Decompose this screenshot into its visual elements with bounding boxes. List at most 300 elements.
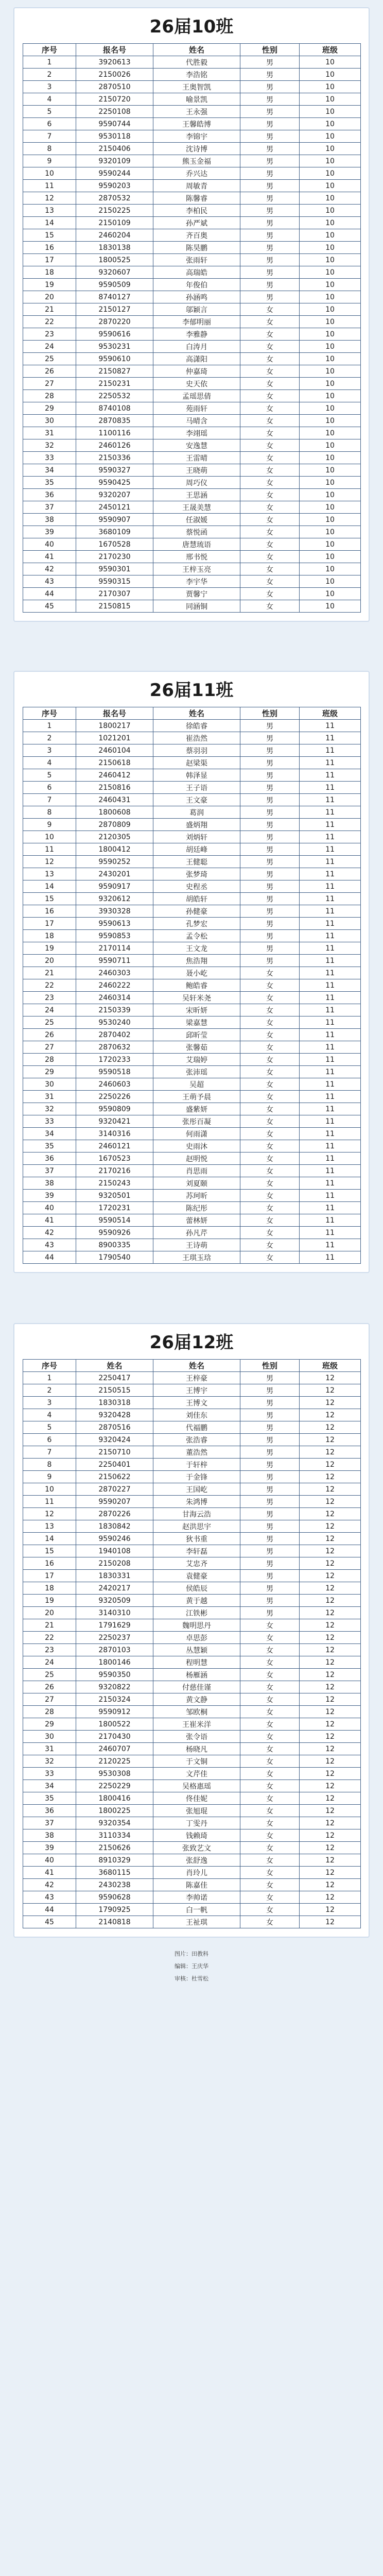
table-row: [23, 1078, 361, 1091]
table-row: [23, 1508, 361, 1520]
table-cell: 11: [300, 868, 361, 880]
table-row: [23, 254, 361, 266]
table-cell: 张舒逸: [153, 1854, 240, 1867]
table-cell: 35: [23, 1140, 76, 1153]
table-row: [23, 1595, 361, 1607]
table-cell: 10: [300, 501, 361, 514]
table-cell: 女: [240, 365, 300, 378]
table-cell: 男: [240, 1570, 300, 1582]
table-cell: 10: [300, 526, 361, 538]
table-row: [23, 1434, 361, 1446]
table-cell: 宋昕妍: [153, 1004, 240, 1016]
table-row: [23, 1619, 361, 1632]
table-cell: 陈纪彤: [153, 1202, 240, 1214]
table-cell: 男: [240, 1409, 300, 1421]
table-cell: 周巧仪: [153, 477, 240, 489]
table-cell: 9320822: [76, 1681, 153, 1693]
table-cell: 胡廷峰: [153, 843, 240, 856]
table-cell: 10: [300, 575, 361, 588]
table-row: [23, 378, 361, 390]
table-cell: 8: [23, 806, 76, 819]
table-cell: 女: [240, 1916, 300, 1928]
table-cell: 8740108: [76, 402, 153, 415]
column-header: 班级: [300, 44, 361, 56]
table-cell: 1830331: [76, 1570, 153, 1582]
table-row: [23, 843, 361, 856]
table-cell: 孙健豪: [153, 905, 240, 918]
table-cell: 12: [300, 1693, 361, 1706]
table-row: [23, 341, 361, 353]
table-cell: 熊玉金福: [153, 155, 240, 167]
table-cell: 22: [23, 316, 76, 328]
table-cell: 10: [300, 328, 361, 341]
table-cell: 23: [23, 992, 76, 1004]
table-cell: 14: [23, 1533, 76, 1545]
table-cell: 女: [240, 563, 300, 575]
table-cell: 32: [23, 1755, 76, 1768]
table-cell: 15: [23, 229, 76, 242]
table-row: [23, 1755, 361, 1768]
table-cell: 10: [300, 130, 361, 143]
table-cell: 25: [23, 353, 76, 365]
table-cell: 44: [23, 1251, 76, 1264]
table-cell: 丛慧颖: [153, 1644, 240, 1656]
table-cell: 女: [240, 526, 300, 538]
table-cell: 张浩睿: [153, 1434, 240, 1446]
table-cell: 马晴含: [153, 415, 240, 427]
table-cell: 男: [240, 167, 300, 180]
table-row: [23, 1153, 361, 1165]
table-cell: 男: [240, 880, 300, 893]
table-cell: 女: [240, 415, 300, 427]
table-row: [23, 1842, 361, 1854]
table-cell: 男: [240, 266, 300, 279]
table-cell: 10: [300, 415, 361, 427]
table-cell: 1800522: [76, 1718, 153, 1731]
class-11-card: [13, 671, 370, 1273]
table-cell: 史雨沐: [153, 1140, 240, 1153]
table-row: [23, 1384, 361, 1397]
table-cell: 2150626: [76, 1842, 153, 1854]
table-cell: 2150827: [76, 365, 153, 378]
table-cell: 12: [300, 1570, 361, 1582]
table-cell: 2170216: [76, 1165, 153, 1177]
table-cell: 张令语: [153, 1731, 240, 1743]
table-row: [23, 1669, 361, 1681]
table-row: [23, 1190, 361, 1202]
table-cell: 男: [240, 1459, 300, 1471]
table-cell: 男: [240, 769, 300, 782]
table-cell: 12: [300, 1409, 361, 1421]
table-cell: 张雨轩: [153, 254, 240, 266]
table-cell: 男: [240, 782, 300, 794]
table-cell: 蔡羽羽: [153, 744, 240, 757]
table-cell: 男: [240, 868, 300, 880]
table-cell: 1790925: [76, 1904, 153, 1916]
table-row: [23, 56, 361, 69]
table-cell: 丁雯丹: [153, 1817, 240, 1829]
table-cell: 2460412: [76, 769, 153, 782]
table-cell: 11: [300, 1153, 361, 1165]
table-row: [23, 205, 361, 217]
table-row: [23, 1446, 361, 1459]
table-row: [23, 390, 361, 402]
table-cell: 女: [240, 1891, 300, 1904]
table-cell: 2250532: [76, 390, 153, 402]
table-cell: 代胜毅: [153, 56, 240, 69]
table-row: [23, 782, 361, 794]
table-cell: 16: [23, 905, 76, 918]
table-cell: 袁健豪: [153, 1570, 240, 1582]
table-cell: 10: [300, 316, 361, 328]
credit-reviewer: 审核：杜雪松: [175, 1976, 208, 1982]
table-row: [23, 279, 361, 291]
table-cell: 2870220: [76, 316, 153, 328]
table-cell: 唐慧琉语: [153, 538, 240, 551]
table-cell: 2870632: [76, 1041, 153, 1054]
table-row: [23, 1066, 361, 1078]
table-cell: 邢书悦: [153, 551, 240, 563]
table-cell: 10: [300, 538, 361, 551]
table-cell: 12: [300, 1681, 361, 1693]
table-cell: 9590912: [76, 1706, 153, 1718]
table-cell: 文芹佳: [153, 1768, 240, 1780]
table-cell: 10: [300, 402, 361, 415]
table-cell: 9: [23, 1471, 76, 1483]
table-cell: 16: [23, 242, 76, 254]
table-cell: 10: [300, 514, 361, 526]
table-cell: 32: [23, 439, 76, 452]
table-cell: 王思涵: [153, 489, 240, 501]
table-cell: 男: [240, 192, 300, 205]
table-cell: 2150406: [76, 143, 153, 155]
table-cell: 11: [300, 744, 361, 757]
table-row: [23, 1251, 361, 1264]
table-cell: 10: [300, 477, 361, 489]
table-row: [23, 1471, 361, 1483]
table-cell: 12: [300, 1446, 361, 1459]
table-cell: 11: [23, 843, 76, 856]
table-cell: 12: [300, 1805, 361, 1817]
table-cell: 2150622: [76, 1471, 153, 1483]
table-cell: 40: [23, 538, 76, 551]
table-cell: 女: [240, 341, 300, 353]
table-row: [23, 415, 361, 427]
table-cell: 11: [23, 180, 76, 192]
table-cell: 女: [240, 1239, 300, 1251]
table-cell: 45: [23, 600, 76, 613]
table-cell: 张梦琦: [153, 868, 240, 880]
table-cell: 葛润: [153, 806, 240, 819]
table-cell: 王祉琪: [153, 1916, 240, 1928]
table-row: [23, 819, 361, 831]
table-cell: 11: [300, 930, 361, 942]
table-cell: 28: [23, 1054, 76, 1066]
table-cell: 21: [23, 303, 76, 316]
table-row: [23, 918, 361, 930]
table-cell: 24: [23, 1656, 76, 1669]
table-cell: 27: [23, 378, 76, 390]
table-cell: 2250108: [76, 106, 153, 118]
table-cell: 12: [300, 1829, 361, 1842]
table-row: [23, 69, 361, 81]
table-cell: 1720231: [76, 1202, 153, 1214]
table-row: [23, 1632, 361, 1644]
table-row: [23, 588, 361, 600]
table-cell: 史程丞: [153, 880, 240, 893]
table-row: [23, 217, 361, 229]
table-cell: 12: [300, 1904, 361, 1916]
table-row: [23, 794, 361, 806]
table-cell: 2150336: [76, 452, 153, 464]
table-cell: 李郁明丽: [153, 316, 240, 328]
table-row: [23, 130, 361, 143]
table-row: [23, 1582, 361, 1595]
table-row: [23, 1214, 361, 1227]
table-cell: 佟佳妮: [153, 1792, 240, 1805]
table-row: [23, 1904, 361, 1916]
table-cell: 男: [240, 893, 300, 905]
table-cell: 女: [240, 1227, 300, 1239]
table-cell: 42: [23, 1227, 76, 1239]
table-cell: 男: [240, 744, 300, 757]
table-row: [23, 353, 361, 365]
table-cell: 10: [300, 229, 361, 242]
column-header: 序号: [23, 707, 76, 720]
table-cell: 女: [240, 477, 300, 489]
table-cell: 吴轩米尧: [153, 992, 240, 1004]
table-cell: 1800525: [76, 254, 153, 266]
table-cell: 刘炳轩: [153, 831, 240, 843]
table-cell: 陈馨睿: [153, 192, 240, 205]
table-cell: 1800412: [76, 843, 153, 856]
table-cell: 21: [23, 967, 76, 979]
class-12-title: 26届12班: [149, 1332, 234, 1353]
table-cell: 女: [240, 427, 300, 439]
table-cell: 喻景凯: [153, 93, 240, 106]
table-cell: 王奥智凯: [153, 81, 240, 93]
class-11-title: 26届11班: [149, 680, 234, 701]
table-row: [23, 1041, 361, 1054]
table-cell: 女: [240, 353, 300, 365]
table-cell: 12: [300, 1508, 361, 1520]
table-cell: 9320424: [76, 1434, 153, 1446]
table-cell: 11: [300, 1214, 361, 1227]
table-row: [23, 600, 361, 613]
table-cell: 1800608: [76, 806, 153, 819]
table-cell: 1: [23, 56, 76, 69]
table-cell: 9320207: [76, 489, 153, 501]
table-cell: 11: [300, 757, 361, 769]
table-cell: 2250401: [76, 1459, 153, 1471]
table-cell: 2460104: [76, 744, 153, 757]
table-cell: 邱昕莹: [153, 1029, 240, 1041]
table-cell: 41: [23, 1867, 76, 1879]
table-cell: 9: [23, 819, 76, 831]
table-cell: 男: [240, 1471, 300, 1483]
table-cell: 6: [23, 118, 76, 130]
table-row: [23, 1016, 361, 1029]
table-cell: 12: [300, 1607, 361, 1619]
table-cell: 9320612: [76, 893, 153, 905]
table-cell: 2150710: [76, 1446, 153, 1459]
table-cell: 12: [300, 1471, 361, 1483]
table-cell: 2: [23, 69, 76, 81]
table-cell: 10: [300, 192, 361, 205]
table-cell: 仲嘉琦: [153, 365, 240, 378]
column-header: 姓名: [153, 1360, 240, 1372]
table-cell: 王晟美慧: [153, 501, 240, 514]
table-cell: 12: [300, 1743, 361, 1755]
table-cell: 10: [300, 180, 361, 192]
table-cell: 12: [23, 1508, 76, 1520]
table-cell: 10: [300, 279, 361, 291]
table-cell: 陈昊鹏: [153, 242, 240, 254]
table-row: [23, 806, 361, 819]
table-cell: 女: [240, 1004, 300, 1016]
table-row: [23, 905, 361, 918]
table-cell: 韩泽显: [153, 769, 240, 782]
table-cell: 女: [240, 1153, 300, 1165]
table-cell: 吴格惠瑶: [153, 1780, 240, 1792]
table-cell: 31: [23, 427, 76, 439]
table-cell: 9530231: [76, 341, 153, 353]
table-cell: 11: [300, 819, 361, 831]
table-cell: 女: [240, 1743, 300, 1755]
class-11-rows: [23, 720, 361, 1264]
table-cell: 21: [23, 1619, 76, 1632]
table-row: [23, 893, 361, 905]
table-cell: 12: [300, 1595, 361, 1607]
table-cell: 8740127: [76, 291, 153, 303]
table-cell: 12: [300, 1879, 361, 1891]
table-cell: 女: [240, 1251, 300, 1264]
table-cell: 女: [240, 452, 300, 464]
table-cell: 女: [240, 1780, 300, 1792]
table-cell: 36: [23, 1805, 76, 1817]
table-row: [23, 402, 361, 415]
table-cell: 2150127: [76, 303, 153, 316]
table-cell: 11: [300, 732, 361, 744]
table-cell: 李柏民: [153, 205, 240, 217]
table-cell: 4: [23, 1409, 76, 1421]
table-cell: 男: [240, 118, 300, 130]
table-cell: 10: [23, 831, 76, 843]
table-cell: 20: [23, 291, 76, 303]
table-cell: 孙凡芹: [153, 1227, 240, 1239]
table-cell: 女: [240, 1867, 300, 1879]
table-cell: 3: [23, 1397, 76, 1409]
table-cell: 11: [300, 720, 361, 732]
table-row: [23, 452, 361, 464]
table-cell: 27: [23, 1693, 76, 1706]
table-cell: 7: [23, 130, 76, 143]
table-cell: 43: [23, 1891, 76, 1904]
table-cell: 10: [300, 217, 361, 229]
table-cell: 9590509: [76, 279, 153, 291]
table-cell: 28: [23, 1706, 76, 1718]
table-cell: 2150816: [76, 782, 153, 794]
table-cell: 2250237: [76, 1632, 153, 1644]
table-cell: 男: [240, 1372, 300, 1384]
table-cell: 王健聪: [153, 856, 240, 868]
credit-photo: 图片：田教科: [175, 1951, 208, 1957]
table-cell: 10: [300, 390, 361, 402]
table-cell: 女: [240, 1078, 300, 1091]
table-cell: 狄书重: [153, 1533, 240, 1545]
table-cell: 45: [23, 1916, 76, 1928]
class-10-rows: [23, 56, 361, 613]
table-cell: 9590917: [76, 880, 153, 893]
table-cell: 王文豪: [153, 794, 240, 806]
table-cell: 高潇阳: [153, 353, 240, 365]
table-cell: 3: [23, 744, 76, 757]
table-cell: 1100116: [76, 427, 153, 439]
table-cell: 10: [300, 205, 361, 217]
table-cell: 10: [300, 118, 361, 130]
table-cell: 10: [300, 69, 361, 81]
table-cell: 男: [240, 143, 300, 155]
table-cell: 18: [23, 266, 76, 279]
table-cell: 11: [300, 1115, 361, 1128]
table-cell: 39: [23, 1190, 76, 1202]
table-row: [23, 1805, 361, 1817]
table-cell: 2120305: [76, 831, 153, 843]
table-cell: 12: [300, 1644, 361, 1656]
table-cell: 胡皓轩: [153, 893, 240, 905]
table-cell: 男: [240, 217, 300, 229]
table-cell: 2460431: [76, 794, 153, 806]
table-cell: 3680115: [76, 1867, 153, 1879]
table-cell: 男: [240, 130, 300, 143]
table-row: [23, 831, 361, 843]
table-cell: 12: [300, 1545, 361, 1557]
table-cell: 12: [23, 192, 76, 205]
table-cell: 2170430: [76, 1731, 153, 1743]
table-cell: 女: [240, 1755, 300, 1768]
table-row: [23, 1607, 361, 1619]
table-cell: 23: [23, 328, 76, 341]
table-cell: 2870510: [76, 81, 153, 93]
table-cell: 女: [240, 1202, 300, 1214]
table-cell: 2150026: [76, 69, 153, 81]
table-cell: 徐皓睿: [153, 720, 240, 732]
table-cell: 9530240: [76, 1016, 153, 1029]
table-cell: 11: [300, 905, 361, 918]
table-cell: 女: [240, 1656, 300, 1669]
table-header-row: [23, 1360, 361, 1372]
table-cell: 9590926: [76, 1227, 153, 1239]
table-cell: 女: [240, 1190, 300, 1202]
table-cell: 王雷晴: [153, 452, 240, 464]
table-cell: 10: [300, 81, 361, 93]
table-cell: 12: [300, 1656, 361, 1669]
table-header-row: [23, 44, 361, 56]
table-cell: 40: [23, 1202, 76, 1214]
table-cell: 1830842: [76, 1520, 153, 1533]
table-cell: 23: [23, 1644, 76, 1656]
table-cell: 17: [23, 254, 76, 266]
table-cell: 男: [240, 93, 300, 106]
table-cell: 女: [240, 1829, 300, 1842]
table-cell: 1670523: [76, 1153, 153, 1165]
table-row: [23, 1128, 361, 1140]
table-cell: 9590301: [76, 563, 153, 575]
table-cell: 11: [300, 1029, 361, 1041]
table-cell: 2460303: [76, 967, 153, 979]
table-cell: 张沛瑶: [153, 1066, 240, 1078]
table-cell: 12: [300, 1817, 361, 1829]
